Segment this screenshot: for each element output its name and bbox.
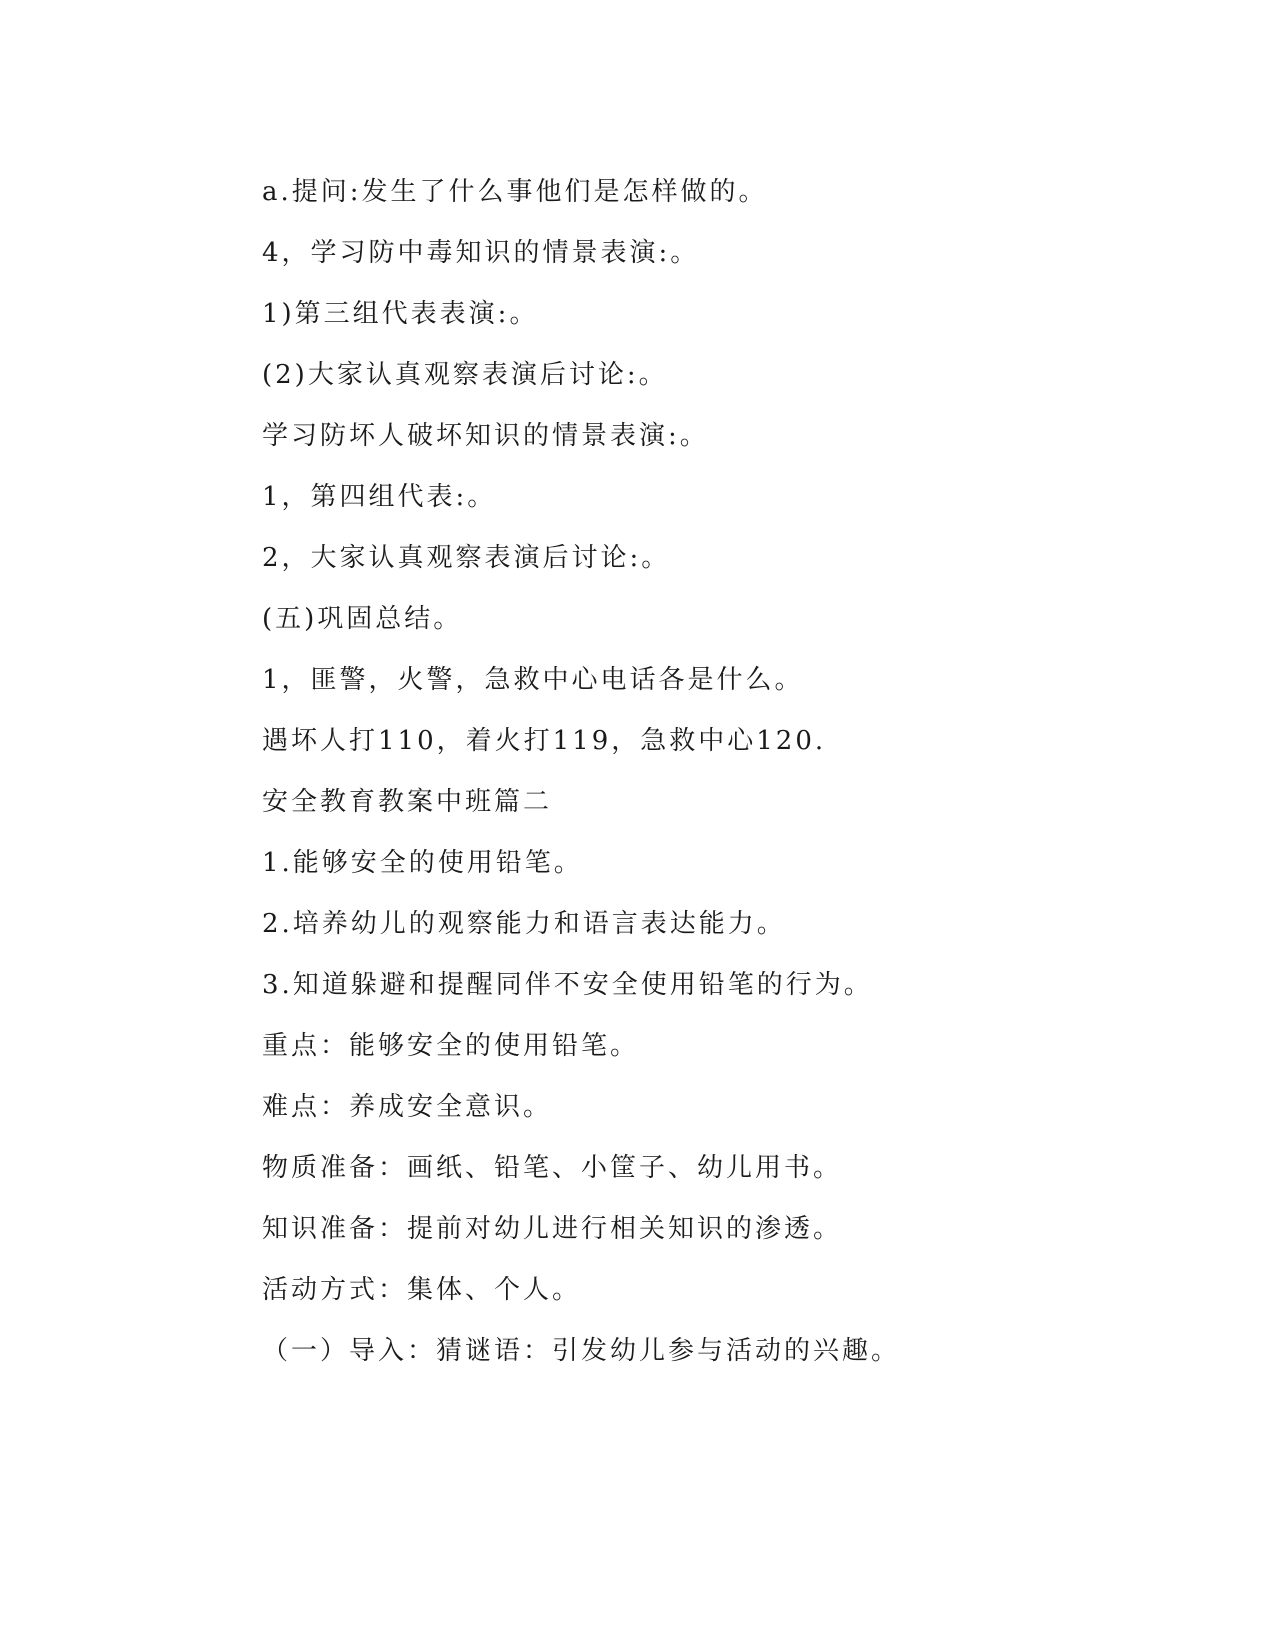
text-line: 物质准备：画纸、铅笔、小筐子、幼儿用书。 xyxy=(262,1153,843,1183)
text-line: 遇坏人打110，着火打119，急救中心120. xyxy=(262,726,827,756)
text-line: a.提问:发生了什么事他们是怎样做的。 xyxy=(262,177,768,207)
text-line: 1，匪警，火警，急救中心电话各是什么。 xyxy=(262,665,804,695)
section-heading: (五)巩固总结。 xyxy=(262,604,463,634)
text-line: 1.能够安全的使用铅笔。 xyxy=(262,848,583,878)
text-line: 3.知道躲避和提醒同伴不安全使用铅笔的行为。 xyxy=(262,970,873,1000)
text-line: 难点：养成安全意识。 xyxy=(262,1092,553,1122)
text-line: 2.培养幼儿的观察能力和语言表达能力。 xyxy=(262,909,786,939)
section-title: 安全教育教案中班篇二 xyxy=(262,787,553,817)
text-line: 学习防坏人破坏知识的情景表演:。 xyxy=(262,421,709,451)
text-line: 1)第三组代表表演:。 xyxy=(262,299,539,329)
document-body xyxy=(262,162,1162,1382)
text-line: 2，大家认真观察表演后讨论:。 xyxy=(262,543,671,573)
section-heading: （一）导入：猜谜语：引发幼儿参与活动的兴趣。 xyxy=(262,1336,901,1366)
text-line: 知识准备：提前对幼儿进行相关知识的渗透。 xyxy=(262,1214,843,1244)
text-line: (2)大家认真观察表演后讨论:。 xyxy=(262,360,668,390)
text-line: 活动方式：集体、个人。 xyxy=(262,1275,582,1305)
text-line: 重点：能够安全的使用铅笔。 xyxy=(262,1031,640,1061)
text-line: 4，学习防中毒知识的情景表演:。 xyxy=(262,238,700,268)
text-line: 1，第四组代表:。 xyxy=(262,482,497,512)
